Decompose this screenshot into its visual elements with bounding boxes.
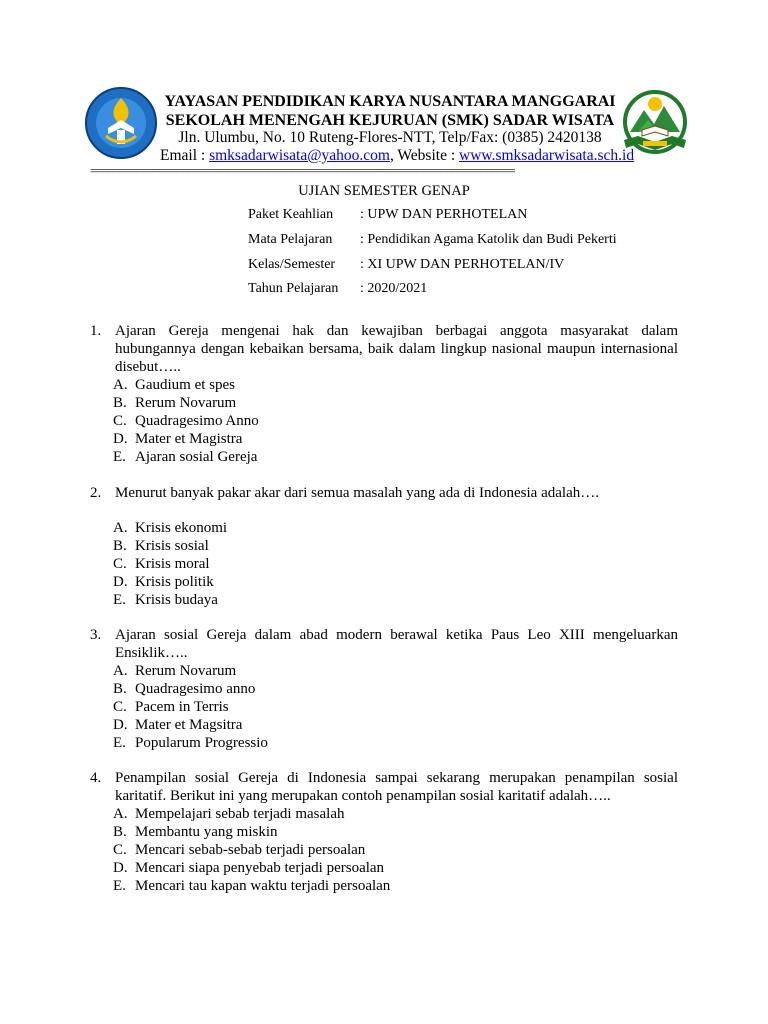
option-letter: A. <box>113 377 128 393</box>
meta-value: : Pendidikan Agama Katolik dan Budi Pekerti <box>360 232 617 247</box>
option-text: Gaudium et spes <box>135 377 235 393</box>
answer-option[interactable] <box>113 573 678 591</box>
option-letter: E. <box>113 735 126 751</box>
website-link[interactable]: www.smksadarwisata.sch.id <box>459 147 635 164</box>
answer-option[interactable] <box>113 394 678 412</box>
email-label: Email : <box>160 147 210 164</box>
meta-value: : XI UPW DAN PERHOTELAN/IV <box>360 257 565 272</box>
answer-option[interactable] <box>113 412 678 430</box>
question-text: Ajaran Gereja mengenai hak dan kewajiban berbagai anggota masyarakat dalam hubungannya dengan kebaikan bersama, baik dalam lingkup nasional maupun internasional disebut….. <box>115 323 678 375</box>
contact-line <box>160 146 635 165</box>
option-text: Krisis ekonomi <box>135 520 228 536</box>
option-letter: D. <box>113 574 128 590</box>
meta-label: Mata Pelajaran <box>248 232 333 247</box>
answer-option[interactable] <box>113 555 678 573</box>
meta-label: Paket Keahlian <box>248 207 334 222</box>
option-letter: A. <box>113 806 128 822</box>
option-letter: D. <box>113 860 128 876</box>
question-text: Menurut banyak pakar akar dari semua masalah yang ada di Indonesia adalah…. <box>115 485 599 501</box>
option-text: Ajaran sosial Gereja <box>135 449 258 465</box>
question-3 <box>90 626 678 752</box>
answer-options <box>113 662 678 752</box>
question-4 <box>90 769 678 895</box>
option-text: Krisis moral <box>135 556 210 572</box>
option-letter: C. <box>113 413 127 429</box>
meta-row-class <box>248 256 564 274</box>
answer-option[interactable] <box>113 716 678 734</box>
option-text: Quadragesimo Anno <box>135 413 259 429</box>
question-number: 3. <box>90 627 102 643</box>
meta-row-subject <box>248 231 617 249</box>
answer-option[interactable] <box>113 519 678 537</box>
answer-option[interactable] <box>113 823 678 841</box>
meta-row-year <box>248 280 427 298</box>
answer-options <box>113 805 678 895</box>
question-text: Penampilan sosial Gereja di Indonesia sampai sekarang merupakan penampilan sosial karitatif. Berikut ini yang merupakan contoh penampilan sosial karitatif adalah….. <box>115 770 678 804</box>
meta-value: : UPW DAN PERHOTELAN <box>360 207 528 222</box>
meta-row-program <box>248 206 527 224</box>
question-number: 1. <box>90 323 102 339</box>
option-text: Rerum Novarum <box>135 663 237 679</box>
meta-label: Tahun Pelajaran <box>248 281 339 296</box>
question-number: 2. <box>90 485 102 501</box>
school-address: Jln. Ulumbu, No. 10 Ruteng-Flores-NTT, Telp/Fax: (0385) 2420138 <box>178 129 602 146</box>
answer-option[interactable] <box>113 698 678 716</box>
answer-options <box>113 519 678 609</box>
option-text: Mencari tau kapan waktu terjadi persoalan <box>135 878 391 894</box>
answer-option[interactable] <box>113 430 678 448</box>
option-text: Mencari sebab-sebab terjadi persoalan <box>135 842 366 858</box>
option-text: Krisis sosial <box>135 538 209 554</box>
option-text: Quadragesimo anno <box>135 681 256 697</box>
option-letter: B. <box>113 395 127 411</box>
option-text: Mempelajari sebab terjadi masalah <box>135 806 345 822</box>
meta-value: : 2020/2021 <box>360 281 428 296</box>
email-link[interactable]: smksadarwisata@yahoo.com <box>209 147 390 164</box>
answer-option[interactable] <box>113 680 678 698</box>
question-number: 4. <box>90 770 102 786</box>
answer-option[interactable] <box>113 662 678 680</box>
option-text: Mater et Magistra <box>135 431 243 447</box>
option-text: Popularum Progressio <box>135 735 268 751</box>
answer-option[interactable] <box>113 448 678 466</box>
question-2 <box>90 484 678 609</box>
option-letter: B. <box>113 538 127 554</box>
option-text: Krisis politik <box>135 574 214 590</box>
answer-option[interactable] <box>113 859 678 877</box>
option-text: Krisis budaya <box>135 592 218 608</box>
option-text: Membantu yang miskin <box>135 824 278 840</box>
letterhead-separator: ========================================================================== <box>90 165 515 176</box>
option-letter: C. <box>113 842 127 858</box>
answer-option[interactable] <box>113 376 678 394</box>
option-letter: C. <box>113 556 127 572</box>
answer-options <box>113 376 678 466</box>
foundation-name: YAYASAN PENDIDIKAN KARYA NUSANTARA MANGGARAI <box>164 93 616 110</box>
option-letter: B. <box>113 824 127 840</box>
option-letter: A. <box>113 520 128 536</box>
option-letter: A. <box>113 663 128 679</box>
option-letter: C. <box>113 699 127 715</box>
answer-option[interactable] <box>113 841 678 859</box>
answer-option[interactable] <box>113 591 678 609</box>
option-letter: D. <box>113 431 128 447</box>
tut-wuri-handayani-logo <box>84 86 158 160</box>
question-1 <box>90 322 678 466</box>
option-letter: E. <box>113 592 126 608</box>
option-letter: E. <box>113 449 126 465</box>
question-text: Ajaran sosial Gereja dalam abad modern berawal ketika Paus Leo XIII mengeluarkan Ensiklik….. <box>115 627 678 661</box>
option-text: Rerum Novarum <box>135 395 237 411</box>
option-text: Mencari siapa penyebab terjadi persoalan <box>135 860 385 876</box>
exam-title: UJIAN SEMESTER GENAP <box>298 183 470 199</box>
answer-option[interactable] <box>113 877 678 895</box>
option-letter: D. <box>113 717 128 733</box>
option-text: Pacem in Terris <box>135 699 229 715</box>
answer-option[interactable] <box>113 805 678 823</box>
option-letter: B. <box>113 681 127 697</box>
school-name: SEKOLAH MENENGAH KEJURUAN (SMK) SADAR WISATA <box>165 112 615 129</box>
meta-label: Kelas/Semester <box>248 257 336 272</box>
answer-option[interactable] <box>113 537 678 555</box>
website-label: , Website : <box>389 147 460 164</box>
option-letter: E. <box>113 878 126 894</box>
option-text: Mater et Magsitra <box>135 717 243 733</box>
answer-option[interactable] <box>113 734 678 752</box>
